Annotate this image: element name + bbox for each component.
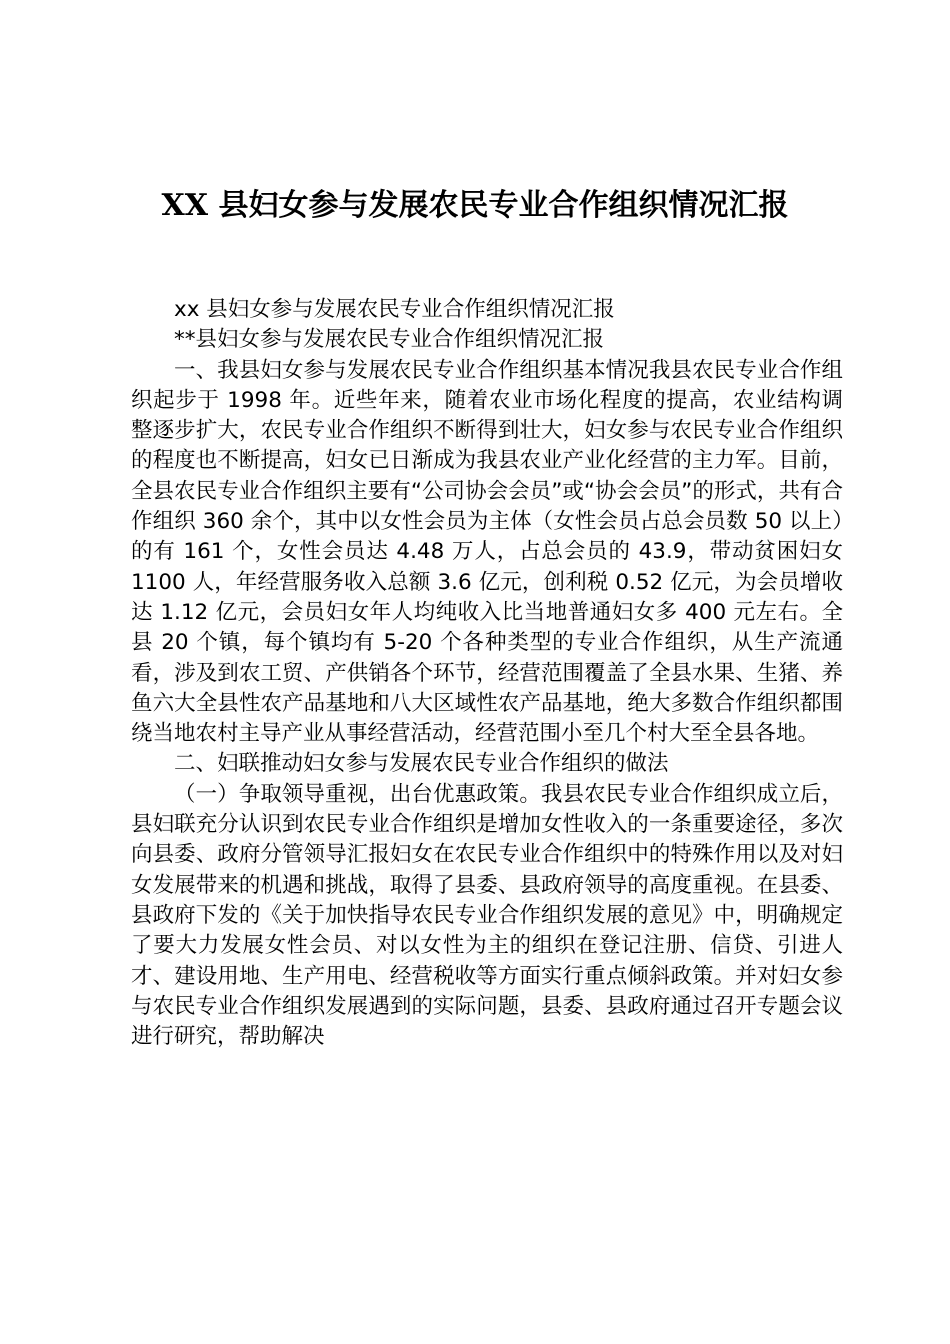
document-title bbox=[120, 180, 830, 232]
subtitle-line-1: xx 县妇女参与发展农民专业合作组织情况汇报 bbox=[174, 297, 615, 322]
subsection-1-paragraph: （一）争取领导重视，出台优惠政策。我县农民专业合作组织成立后，县妇联充分认识到农民专业合作组织是增加女性收入的一条重要途径，多次向县委、政府分管领导汇报妇女在农民专业合作组织中的特殊作用以及对妇女发展带来的机遇和挑战，取得了县委、县政府领导的高度重视。在县委、县政府下发的《关于加快指导农民专业合作组织发展的意见》中，明确规定了要大力发展女性会员、对以女性为主的组织在登记注册、信贷、引进人才、建设用地、生产用电、经营税收等方面实行重点倾斜政策。并对妇女参与农民专业合作组织发展遇到的实际问题，县委、县政府通过召开专题会议进行研究，帮助解决 bbox=[131, 781, 843, 1050]
section-2-heading: 二、妇联推动妇女参与发展农民专业合作组织的做法 bbox=[174, 751, 669, 777]
subtitle-line-2: **县妇女参与发展农民专业合作组织情况汇报 bbox=[174, 327, 605, 353]
title-prefix: XX bbox=[161, 188, 209, 223]
document-body bbox=[131, 295, 843, 1052]
title-main: 县妇女参与发展农民专业合作组织情况汇报 bbox=[218, 188, 789, 223]
section-1-paragraph: 一、我县妇女参与发展农民专业合作组织基本情况我县农民专业合作组织起步于 1998 年。近些年来，随着农业市场化程度的提高，农业结构调整逐步扩大，农民专业合作组织不断得到壮大，妇女参与农民专业合作组织的程度也不断提高，妇女已日渐成为我县农业产业化经营的主力军。目前，全县农民专业合作组织主要有“公司协会会员”或“协会会员”的形式，共有合作组织 360 余个，其中以女性会员为主体（女性会员占总会员数 50 以上）的有 161 个，女性会员达 4.48 万人，占总会员的 43.9，带动贫困妇女 1100 人，年经营服务收入总额 3.6 亿元，创利税 0.52 亿元，为会员增收达 1.12 亿元，会员妇女年人均纯收入比当地普通妇女多 400 元左右。全县 20 个镇，每个镇均有 5-20 个各种类型的专业合作组织，从生产流通看，涉及到农工贸、产供销各个环节，经营范围覆盖了全县水果、生猪、养鱼六大全县性农产品基地和八大区域性农产品基地，绝大多数合作组织都围绕当地农村主导产业从事经营活动，经营范围小至几个村大至全县各地。 bbox=[131, 357, 843, 747]
